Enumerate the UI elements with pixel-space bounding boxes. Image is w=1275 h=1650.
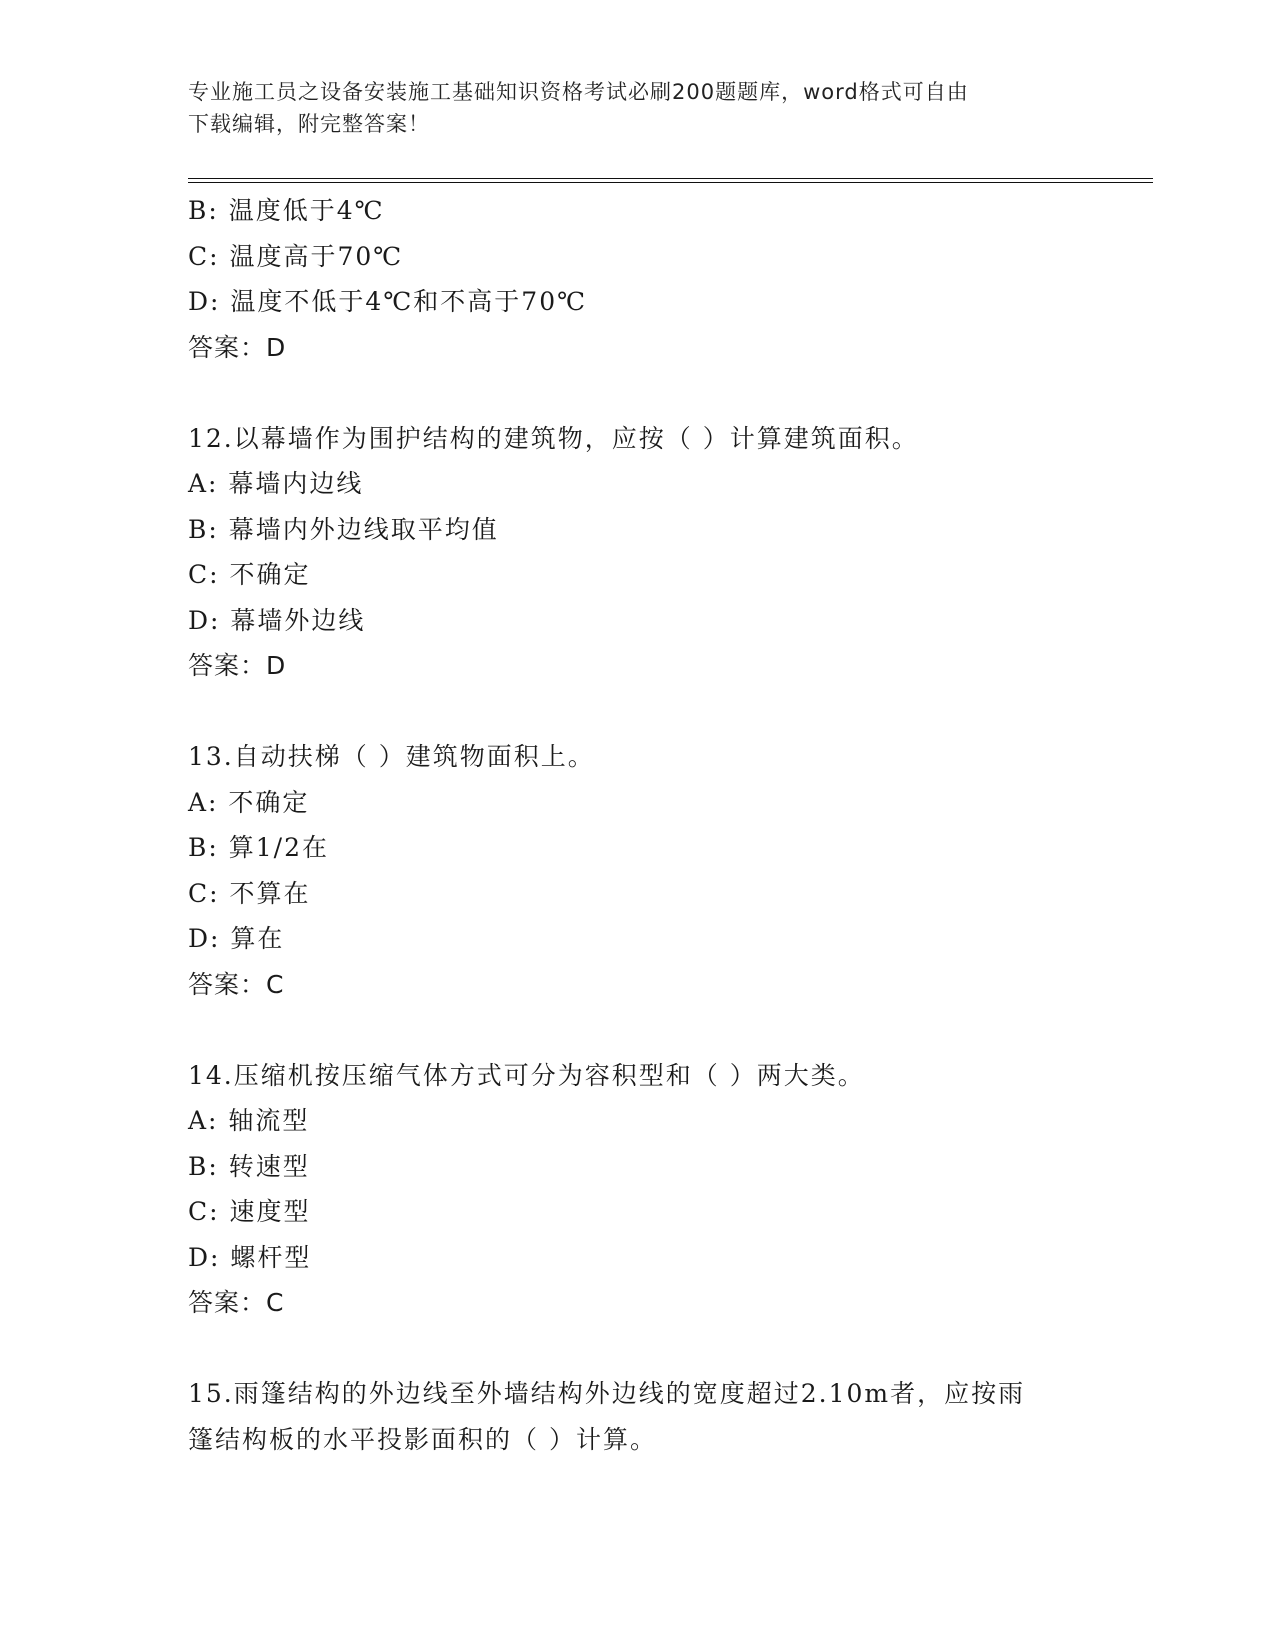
q13-answer: 答案：C <box>188 969 285 999</box>
q12-option-d: D: 幕墙外边线 <box>188 605 366 635</box>
header-title-line-2: 下载编辑，附完整答案！ <box>188 112 430 136</box>
q14-option-b: B: 转速型 <box>188 1151 310 1181</box>
question-12 <box>188 416 1148 689</box>
q13-question: 13.自动扶梯（ ）建筑物面积上。 <box>188 742 595 771</box>
q14-answer: 答案：C <box>188 1288 285 1317</box>
spacer <box>188 689 1148 735</box>
spacer <box>188 1007 1148 1053</box>
document-header <box>188 76 1068 140</box>
spacer <box>188 370 1148 416</box>
q15-question-line-2: 篷结构板的水平投影面积的（ ）计算。 <box>188 1424 657 1454</box>
q11-option-c: C: 温度高于70℃ <box>188 241 404 271</box>
q12-option-c: C: 不确定 <box>188 560 311 589</box>
q12-answer: 答案：D <box>188 651 287 680</box>
header-title-line-1: 专业施工员之设备安装施工基础知识资格考试必刷200题题库，word格式可自由 <box>188 80 969 104</box>
q11-answer: 答案：D <box>188 332 287 362</box>
question-list <box>188 188 1148 1462</box>
q14-option-a: A: 轴流型 <box>188 1106 310 1135</box>
q13-option-b: B: 算1/2在 <box>188 833 329 862</box>
q13-option-d: D: 算在 <box>188 924 285 953</box>
q15-question-line-1: 15.雨篷结构的外边线至外墙结构外边线的宽度超过2.10m者，应按雨 <box>188 1379 1026 1408</box>
q11-option-d: D: 温度不低于4℃和不高于70℃ <box>188 287 588 316</box>
header-divider-top <box>188 178 1153 179</box>
question-14 <box>188 1053 1148 1326</box>
q14-option-c: C: 速度型 <box>188 1197 311 1226</box>
header-divider-bottom <box>188 182 1153 183</box>
q14-question: 14.压缩机按压缩气体方式可分为容积型和（ ）两大类。 <box>188 1060 865 1090</box>
q13-option-c: C: 不算在 <box>188 878 311 908</box>
q14-option-d: D: 螺杆型 <box>188 1242 312 1272</box>
question-13 <box>188 734 1148 1007</box>
q11-option-b: B: 温度低于4℃ <box>188 196 385 225</box>
question-15 <box>188 1371 1148 1462</box>
q13-option-a: A: 不确定 <box>188 787 310 817</box>
q12-option-a: A: 幕墙内边线 <box>188 469 364 498</box>
q12-option-b: B: 幕墙内外边线取平均值 <box>188 514 499 544</box>
q12-question: 12.以幕墙作为围护结构的建筑物，应按（ ）计算建筑面积。 <box>188 423 919 453</box>
question-11 <box>188 188 1148 370</box>
spacer <box>188 1326 1148 1372</box>
